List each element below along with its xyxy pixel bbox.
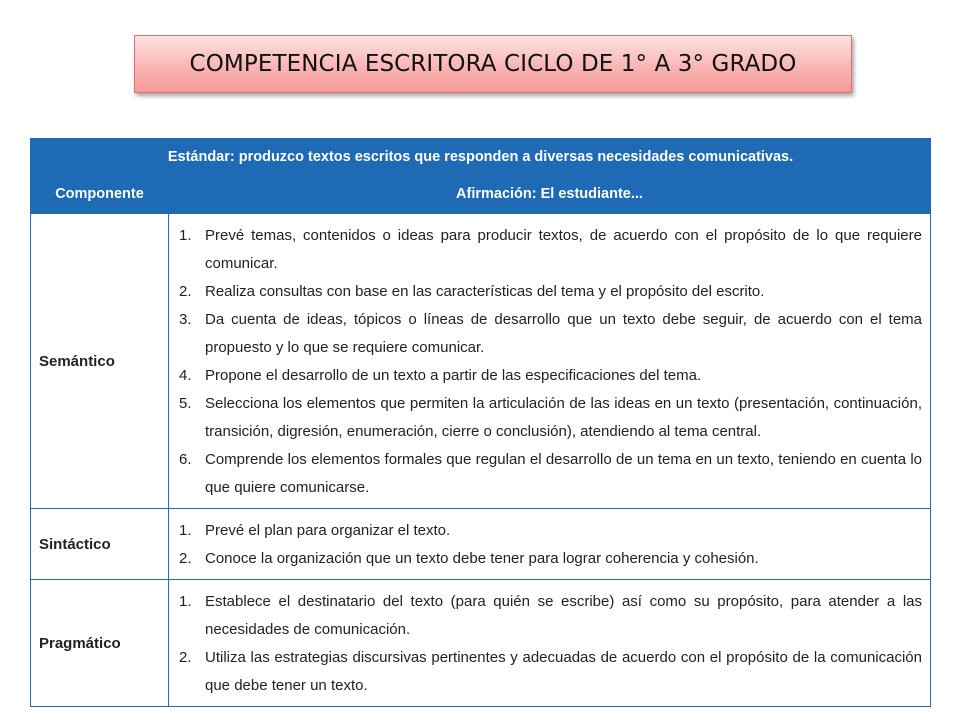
list-item bbox=[179, 517, 922, 545]
item-number: 2. bbox=[179, 550, 192, 567]
component-label: Semántico bbox=[31, 214, 169, 509]
item-number: 1. bbox=[179, 593, 192, 610]
standard-header: Estándar: produzco textos escritos que responden a diversas necesidades comunicativas. bbox=[31, 139, 931, 175]
table-row-semantico bbox=[31, 214, 931, 509]
item-text: Utiliza las estrategias discursivas pertinentes y adecuadas de acuerdo con el propósito de la comunicación que debe tener un texto. bbox=[205, 649, 922, 694]
table-row-sintactico bbox=[31, 509, 931, 580]
affirmation-list-cell bbox=[169, 580, 931, 707]
item-text: Realiza consultas con base en las características del tema y el propósito del escrito. bbox=[205, 283, 765, 300]
component-label: Sintáctico bbox=[31, 509, 169, 580]
item-text: Prevé temas, contenidos o ideas para producir textos, de acuerdo con el propósito de lo que requiere comunicar. bbox=[205, 227, 922, 272]
item-text: Establece el destinatario del texto (para quién se escribe) así como su propósito, para atender a las necesidades de comunicación. bbox=[205, 593, 922, 638]
item-text: Comprende los elementos formales que regulan el desarrollo de un tema en un texto, teniendo en cuenta lo que quiere comunicarse. bbox=[205, 451, 922, 496]
item-number: 5. bbox=[179, 395, 192, 412]
list-item bbox=[179, 588, 922, 644]
list-item bbox=[179, 278, 922, 306]
affirmation-list bbox=[179, 222, 922, 502]
item-number: 1. bbox=[179, 522, 192, 539]
item-number: 3. bbox=[179, 311, 192, 328]
list-item bbox=[179, 362, 922, 390]
slide-title: COMPETENCIA ESCRITORA CICLO DE 1° A 3° GRADO bbox=[134, 35, 852, 93]
affirmation-list bbox=[179, 588, 922, 700]
affirmation-list bbox=[179, 517, 922, 573]
affirmation-list-cell bbox=[169, 509, 931, 580]
item-text: Propone el desarrollo de un texto a partir de las especificaciones del tema. bbox=[205, 367, 702, 384]
table-row-pragmatico bbox=[31, 580, 931, 707]
component-label: Pragmático bbox=[31, 580, 169, 707]
item-text: Conoce la organización que un texto debe tener para lograr coherencia y cohesión. bbox=[205, 550, 759, 567]
item-number: 2. bbox=[179, 649, 192, 666]
item-number: 2. bbox=[179, 283, 192, 300]
list-item bbox=[179, 545, 922, 573]
competency-table bbox=[30, 138, 931, 707]
list-item bbox=[179, 446, 922, 502]
item-text: Selecciona los elementos que permiten la articulación de las ideas en un texto (presentación, continuación, transición, digresión, enumeración, cierre o conclusión), atendiendo al tema central. bbox=[205, 395, 922, 440]
list-item bbox=[179, 644, 922, 700]
item-text: Da cuenta de ideas, tópicos o líneas de desarrollo que un texto debe seguir, de acuerdo con el tema propuesto y lo que se requiere comunicar. bbox=[205, 311, 922, 356]
affirmation-list-cell bbox=[169, 214, 931, 509]
list-item bbox=[179, 390, 922, 446]
item-number: 1. bbox=[179, 227, 192, 244]
component-column-header: Componente bbox=[31, 175, 169, 214]
item-text: Prevé el plan para organizar el texto. bbox=[205, 522, 451, 539]
list-item bbox=[179, 306, 922, 362]
affirmation-column-header: Afirmación: El estudiante... bbox=[169, 175, 931, 214]
item-number: 4. bbox=[179, 367, 192, 384]
list-item bbox=[179, 222, 922, 278]
item-number: 6. bbox=[179, 451, 192, 468]
